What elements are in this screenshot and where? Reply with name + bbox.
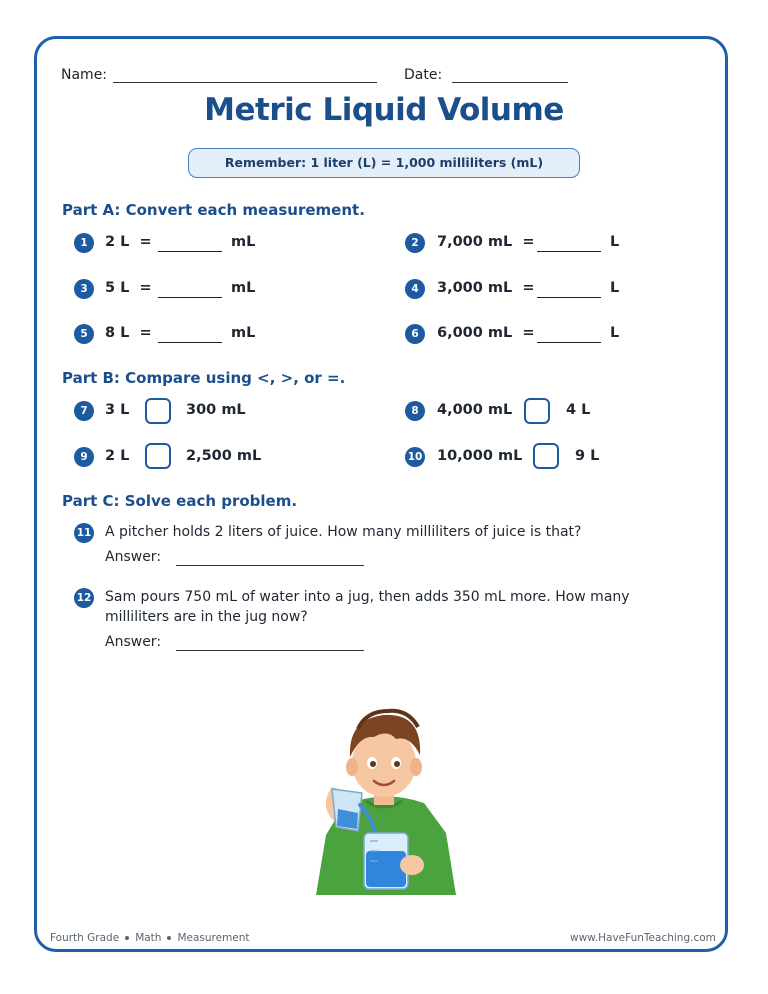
problem-text: Sam pours 750 mL of water into a jug, then adds 350 mL more. How many [105,589,630,605]
question-text: 7,000 mL = [437,234,535,250]
compare-answer-box[interactable] [533,443,559,469]
compare-answer-box[interactable] [524,398,550,424]
question-text: 5 L = [105,280,152,296]
date-label: Date: [404,67,443,83]
compare-left-value: 4,000 mL [437,402,513,418]
problem-text-continued: milliliters are in the jug now? [105,609,308,625]
answer-label: Answer: [105,634,162,650]
unit-label: L [610,280,620,296]
unit-label: L [610,234,620,250]
page-title: Metric Liquid Volume [204,92,564,128]
question-number-badge: 9 [74,447,94,467]
answer-line[interactable] [176,565,364,566]
compare-right-value: 2,500 mL [186,448,262,464]
question-number-badge: 8 [405,401,425,421]
name-label: Name: [61,67,108,83]
question-number-badge: 11 [74,523,94,543]
footer-topic: Measurement [177,932,250,944]
answer-blank[interactable] [158,297,222,298]
unit-label: L [610,325,620,341]
part-c-heading: Part C: Solve each problem. [62,492,298,510]
unit-label: mL [231,234,256,250]
footer-breadcrumb [50,932,250,944]
question-number-badge: 6 [405,324,425,344]
answer-blank[interactable] [537,342,601,343]
remember-note: Remember: 1 liter (L) = 1,000 milliliters (mL) [188,148,580,178]
separator-dot-icon [125,936,129,940]
question-number-badge: 3 [74,279,94,299]
question-number-badge: 5 [74,324,94,344]
answer-line[interactable] [176,650,364,651]
part-a-heading: Part A: Convert each measurement. [62,201,365,219]
question-number-badge: 7 [74,401,94,421]
compare-right-value: 300 mL [186,402,246,418]
date-line[interactable] [452,82,568,83]
footer-website-link[interactable]: www.HaveFunTeaching.com [570,932,716,944]
answer-label: Answer: [105,549,162,565]
question-number-badge: 2 [405,233,425,253]
answer-blank[interactable] [158,251,222,252]
answer-blank[interactable] [537,297,601,298]
question-text: 8 L = [105,325,152,341]
answer-blank[interactable] [158,342,222,343]
compare-right-value: 4 L [566,402,591,418]
compare-answer-box[interactable] [145,443,171,469]
question-number-badge: 10 [405,447,425,467]
unit-label: mL [231,325,256,341]
unit-label: mL [231,280,256,296]
footer-grade: Fourth Grade [50,932,120,944]
problem-text: A pitcher holds 2 liters of juice. How many milliliters of juice is that? [105,524,582,540]
question-text: 6,000 mL = [437,325,535,341]
footer-subject: Math [135,932,162,944]
compare-answer-box[interactable] [145,398,171,424]
compare-right-value: 9 L [575,448,600,464]
boy-pouring-water-illustration [296,705,472,895]
answer-blank[interactable] [537,251,601,252]
question-number-badge: 4 [405,279,425,299]
question-text: 2 L = [105,234,152,250]
question-text: 3,000 mL = [437,280,535,296]
compare-left-value: 2 L [105,448,130,464]
name-line[interactable] [113,82,377,83]
question-number-badge: 12 [74,588,94,608]
compare-left-value: 10,000 mL [437,448,523,464]
part-b-heading: Part B: Compare using <, >, or =. [62,369,346,387]
compare-left-value: 3 L [105,402,130,418]
question-number-badge: 1 [74,233,94,253]
separator-dot-icon [167,936,171,940]
